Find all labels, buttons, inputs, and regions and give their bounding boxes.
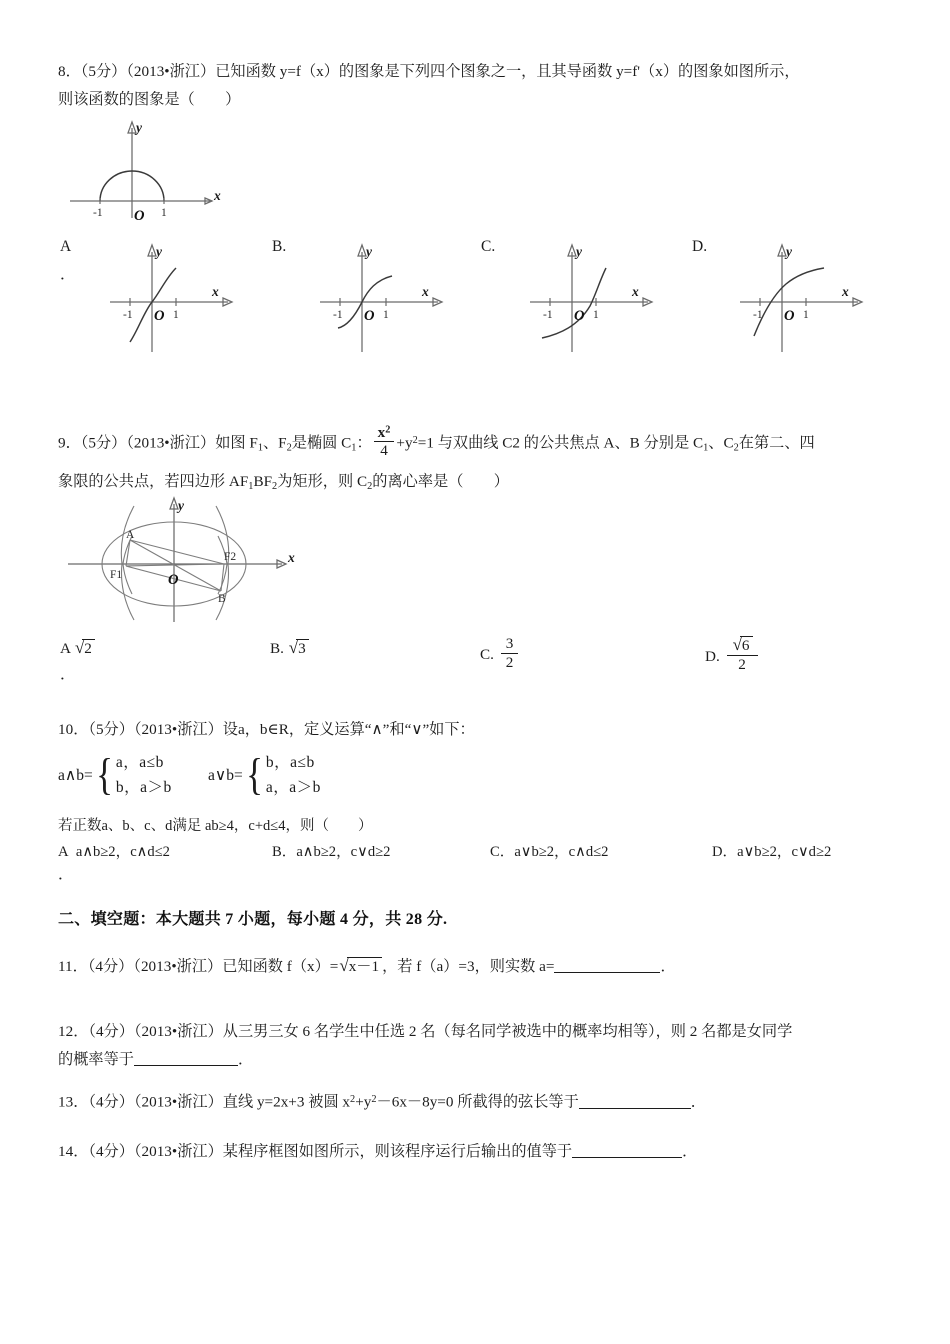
- q12-score: （4分）: [88, 1023, 134, 1040]
- q10-opt-b-label: B．: [272, 844, 297, 860]
- q9-text-d: ：: [356, 434, 372, 452]
- q9-opt-c-fraction: [501, 636, 519, 672]
- q8-stem-figure: [62, 116, 262, 228]
- q14-text-a: 某程序框图如图所示，则该程序运行后输出的值等于: [222, 1143, 573, 1160]
- q9-frac-numerator: [374, 425, 395, 443]
- q8-opt-c-y-label: y: [576, 244, 582, 259]
- q8-option-c-figure[interactable]: [520, 240, 670, 360]
- q9-opt-b-sqrt: [288, 638, 309, 658]
- q9-eq-tail2: =1 与双曲线 C2 的公共焦点 A、B 分别是 C: [417, 434, 704, 452]
- q8-opt-c-x-label: x: [632, 284, 639, 299]
- q14-source: （2013•浙江）: [133, 1143, 223, 1160]
- q8-opt-a-x-label: x: [212, 284, 219, 299]
- q10-and-lhs: a∧b=: [58, 766, 93, 784]
- q10-and-cases: [116, 750, 172, 800]
- q9-number: 9．: [58, 434, 81, 452]
- question-12: [58, 1018, 930, 1074]
- q10-opt-a-label: A: [58, 844, 69, 860]
- q10-source: （2013•浙江）: [133, 721, 223, 738]
- q13-sup-b: 2: [371, 1094, 377, 1105]
- q8-opt-b-x-label: x: [422, 284, 429, 299]
- q9-eq-tail3: 、C: [708, 434, 734, 452]
- q9-frac-num-sup: 2: [385, 424, 391, 436]
- q11-number: 11．: [58, 958, 88, 975]
- q9-c1-sub: 1: [351, 442, 357, 454]
- q10-option-a[interactable]: [58, 840, 170, 861]
- radical-icon: √: [288, 638, 299, 657]
- q8-opt-d-tick-1: 1: [803, 309, 809, 321]
- q8-opt-a-y-label: y: [156, 244, 162, 259]
- q9-eq-tail-sup: 2: [412, 435, 418, 446]
- q9-line2-a-sub: 1: [248, 481, 254, 493]
- question-13: [58, 1086, 930, 1117]
- q8-stem-y-label: y: [136, 120, 142, 135]
- q10-line1: 设a，b∈R，定义运算“∧”和“∨”如下：: [222, 721, 475, 738]
- question-10-stem: [58, 716, 930, 744]
- q12-answer-blank[interactable]: [134, 1050, 238, 1066]
- q9-figure: [64, 496, 304, 624]
- q9-f1-sub: 1: [257, 442, 263, 454]
- q9-point-f2: F2: [224, 551, 237, 563]
- q8-option-d-label[interactable]: D.: [692, 238, 708, 255]
- q9-origin: O: [168, 572, 179, 588]
- q13-answer-blank[interactable]: [579, 1093, 691, 1109]
- q13-text-d: ．: [690, 1093, 706, 1111]
- q9-opt-d-sqrt: [732, 636, 753, 654]
- q9-opt-d-numerator: [727, 636, 758, 656]
- q8-opt-c-tick-neg1: -1: [543, 309, 553, 321]
- q10-or-case1: b，a≤b: [265, 754, 315, 771]
- q10-opt-c-label: C．: [490, 844, 515, 860]
- q10-or-case2: a，a＞b: [265, 779, 321, 796]
- q8-opt-d-x-label: x: [842, 284, 849, 299]
- q9-line2-b: BF: [253, 473, 273, 491]
- q10-opt-a-text: a∧b≥2，c∧d≤2: [75, 844, 170, 860]
- q9-opt-a-dot: ．: [60, 666, 76, 683]
- q11-text-a: 已知函数 f（x）=: [222, 958, 339, 975]
- q13-text-b: +y: [355, 1093, 372, 1111]
- question-14: [58, 1138, 930, 1166]
- q9-opt-a-sqrt: [74, 638, 95, 658]
- q8-option-b-label[interactable]: B.: [272, 238, 287, 255]
- q13-sup-a: 2: [350, 1094, 356, 1105]
- question-11: [58, 952, 930, 981]
- radical-icon: √: [74, 638, 85, 657]
- q8-opt-d-origin: O: [784, 308, 795, 324]
- section-2-heading: 二、填空题：本大题共 7 小题，每小题 4 分，共 28 分.: [58, 911, 448, 928]
- q9-point-f1: F1: [110, 569, 123, 581]
- q10-option-b[interactable]: [272, 840, 390, 861]
- q8-opt-b-tick-neg1: -1: [333, 309, 343, 321]
- q8-opt-a-tick-1: 1: [173, 309, 179, 321]
- q9-option-d[interactable]: [705, 636, 758, 674]
- q8-line1: 已知函数 y=f（x）的图象是下列四个图象之一，且其导函数 y=f'（x）的图象如图所示，: [215, 63, 800, 80]
- q10-opt-d-text: a∨b≥2，c∨d≥2: [737, 844, 832, 860]
- q9-line2-c: 为矩形，则 C: [277, 473, 368, 491]
- q10-number: 10．: [58, 721, 89, 738]
- q9-x-label: x: [288, 550, 295, 565]
- q8-option-a-figure[interactable]: [100, 240, 250, 360]
- q12-line1: 从三男三女 6 名学生中任选 2 名（每名同学被选中的概率均相等），则 2 名都是女同学: [222, 1023, 793, 1040]
- q11-source: （2013•浙江）: [133, 958, 223, 975]
- q8-opt-d-tick-neg1: -1: [753, 309, 763, 321]
- q10-trailing-dot: ．: [58, 866, 74, 883]
- q9-text-c: 是椭圆 C: [291, 434, 352, 452]
- q10-condition: 若正数a、b、c、d满足 ab≥4，c+d≤4，则（ ）: [58, 818, 373, 834]
- q9-line2-b-sub: 2: [272, 481, 278, 493]
- q9-option-c[interactable]: [480, 636, 518, 672]
- radical-icon: √: [339, 956, 349, 975]
- q9-point-b: B: [218, 593, 226, 605]
- q10-opt-c-text: a∨b≥2，c∧d≤2: [514, 844, 609, 860]
- q9-opt-c-denominator: 2: [505, 654, 514, 672]
- q8-score: （5分）: [80, 63, 127, 80]
- q9-opt-a-radicand: 2: [82, 639, 95, 657]
- q9-f2-sub: 2: [286, 442, 292, 454]
- q8-option-d-figure[interactable]: [730, 240, 880, 360]
- left-brace-icon: {: [245, 750, 263, 799]
- q8-line2: 则该函数的图象是（ ）: [58, 91, 241, 108]
- q8-stem-x-label: x: [214, 188, 221, 203]
- q9-opt-d-fraction: [727, 636, 758, 674]
- q8-opt-a-origin: O: [154, 308, 165, 324]
- q9-opt-d-label: D.: [705, 648, 720, 666]
- q8-opt-b-tick-1: 1: [383, 309, 389, 321]
- q9-text-a: 如图 F: [215, 434, 258, 452]
- q9-y-label: y: [178, 498, 184, 513]
- q9-opt-d-radicand: 6: [740, 636, 753, 654]
- q10-or-lhs: a∨b=: [208, 766, 243, 784]
- q8-stem-origin: O: [134, 208, 145, 224]
- q14-answer-blank[interactable]: [572, 1142, 682, 1158]
- q9-option-b[interactable]: [270, 638, 309, 658]
- q8-option-a-label[interactable]: A: [60, 238, 72, 255]
- q8-opt-c-tick-1: 1: [593, 309, 599, 321]
- q9-frac-num-x: x: [377, 423, 386, 441]
- q9-source: （2013•浙江）: [126, 434, 216, 452]
- q8-option-a-dot: ．: [60, 266, 76, 283]
- q9-opt-c-label: C.: [480, 646, 494, 664]
- q9-eq-tail: +y: [396, 434, 413, 452]
- q9-score: （5分）: [80, 434, 127, 452]
- q8-opt-c-origin: O: [574, 308, 585, 324]
- q13-source: （2013•浙江）: [133, 1093, 223, 1111]
- q8-source: （2013•浙江）: [126, 63, 216, 80]
- q12-line2-b: ．: [237, 1051, 254, 1068]
- q12-number: 12．: [58, 1023, 89, 1040]
- q13-score: （4分）: [88, 1093, 134, 1111]
- q14-text-b: ．: [682, 1143, 698, 1160]
- q9-frac-denominator: 4: [380, 442, 388, 460]
- q10-and-case2: b，a＞b: [115, 779, 172, 796]
- q8-option-b-figure[interactable]: [310, 240, 460, 360]
- question-9-stem: [58, 424, 930, 504]
- q11-sqrt: [338, 952, 382, 981]
- q11-text-b: ，若 f（a）=3，则实数 a=: [382, 958, 555, 975]
- q8-number: 8．: [58, 63, 81, 80]
- q10-score: （5分）: [88, 721, 134, 738]
- q14-score: （4分）: [88, 1143, 134, 1160]
- q8-stem-tick-neg1: -1: [93, 207, 103, 219]
- q10-definition-or: [208, 750, 321, 800]
- radical-icon: √: [732, 635, 742, 654]
- q9-line2-c-sub: 2: [367, 481, 373, 493]
- q10-option-d[interactable]: [712, 840, 831, 861]
- q12-source: （2013•浙江）: [133, 1023, 223, 1040]
- question-8-stem: [58, 58, 930, 114]
- q10-or-cases: [266, 750, 321, 800]
- q9-eq-tail2-sub: 1: [703, 442, 709, 454]
- q13-number: 13．: [58, 1093, 89, 1111]
- q11-text-c: ．: [660, 958, 676, 975]
- q8-opt-b-y-label: y: [366, 244, 372, 259]
- q9-eq-tail4: 在第二、四: [738, 434, 815, 452]
- q13-text-a: 直线 y=2x+3 被圆 x: [222, 1093, 351, 1111]
- q9-opt-a-label: A: [60, 640, 71, 657]
- q9-text-b: 、F: [262, 434, 287, 452]
- q9-opt-c-numerator: 3: [501, 636, 519, 654]
- q14-number: 14．: [58, 1143, 89, 1160]
- q9-ellipse-fraction: [374, 425, 395, 459]
- q10-and-case1: a，a≤b: [115, 754, 164, 771]
- q9-opt-b-label: B.: [270, 640, 284, 657]
- q11-sqrt-arg: x－1: [347, 957, 382, 975]
- q10-option-c[interactable]: [490, 840, 608, 861]
- q10-opt-d-label: D．: [712, 844, 738, 860]
- q10-opt-b-text: a∧b≥2，c∨d≥2: [296, 844, 391, 860]
- q9-opt-b-radicand: 3: [296, 639, 309, 657]
- q9-eq-tail3-sub: 2: [733, 442, 739, 454]
- q8-opt-b-origin: O: [364, 308, 375, 324]
- q8-stem-tick-1: 1: [161, 207, 167, 219]
- q9-opt-d-denominator: 2: [738, 656, 746, 674]
- q9-line2-d: 的离心率是（ ）: [372, 473, 509, 491]
- q8-opt-d-y-label: y: [786, 244, 792, 259]
- q8-option-c-label[interactable]: C.: [481, 238, 496, 255]
- q10-definition-and: [58, 750, 172, 800]
- q13-text-c: －6x－8y=0 所截得的弦长等于: [376, 1093, 579, 1111]
- q9-point-a: A: [126, 529, 135, 541]
- left-brace-icon: {: [95, 750, 113, 799]
- q8-opt-a-tick-neg1: -1: [123, 309, 133, 321]
- q9-option-a[interactable]: [60, 638, 95, 658]
- q11-answer-blank[interactable]: [554, 957, 660, 973]
- q12-line2-a: 的概率等于: [58, 1051, 134, 1068]
- q11-score: （4分）: [87, 958, 134, 975]
- q9-line2-a: 象限的公共点，若四边形 AF: [58, 473, 249, 491]
